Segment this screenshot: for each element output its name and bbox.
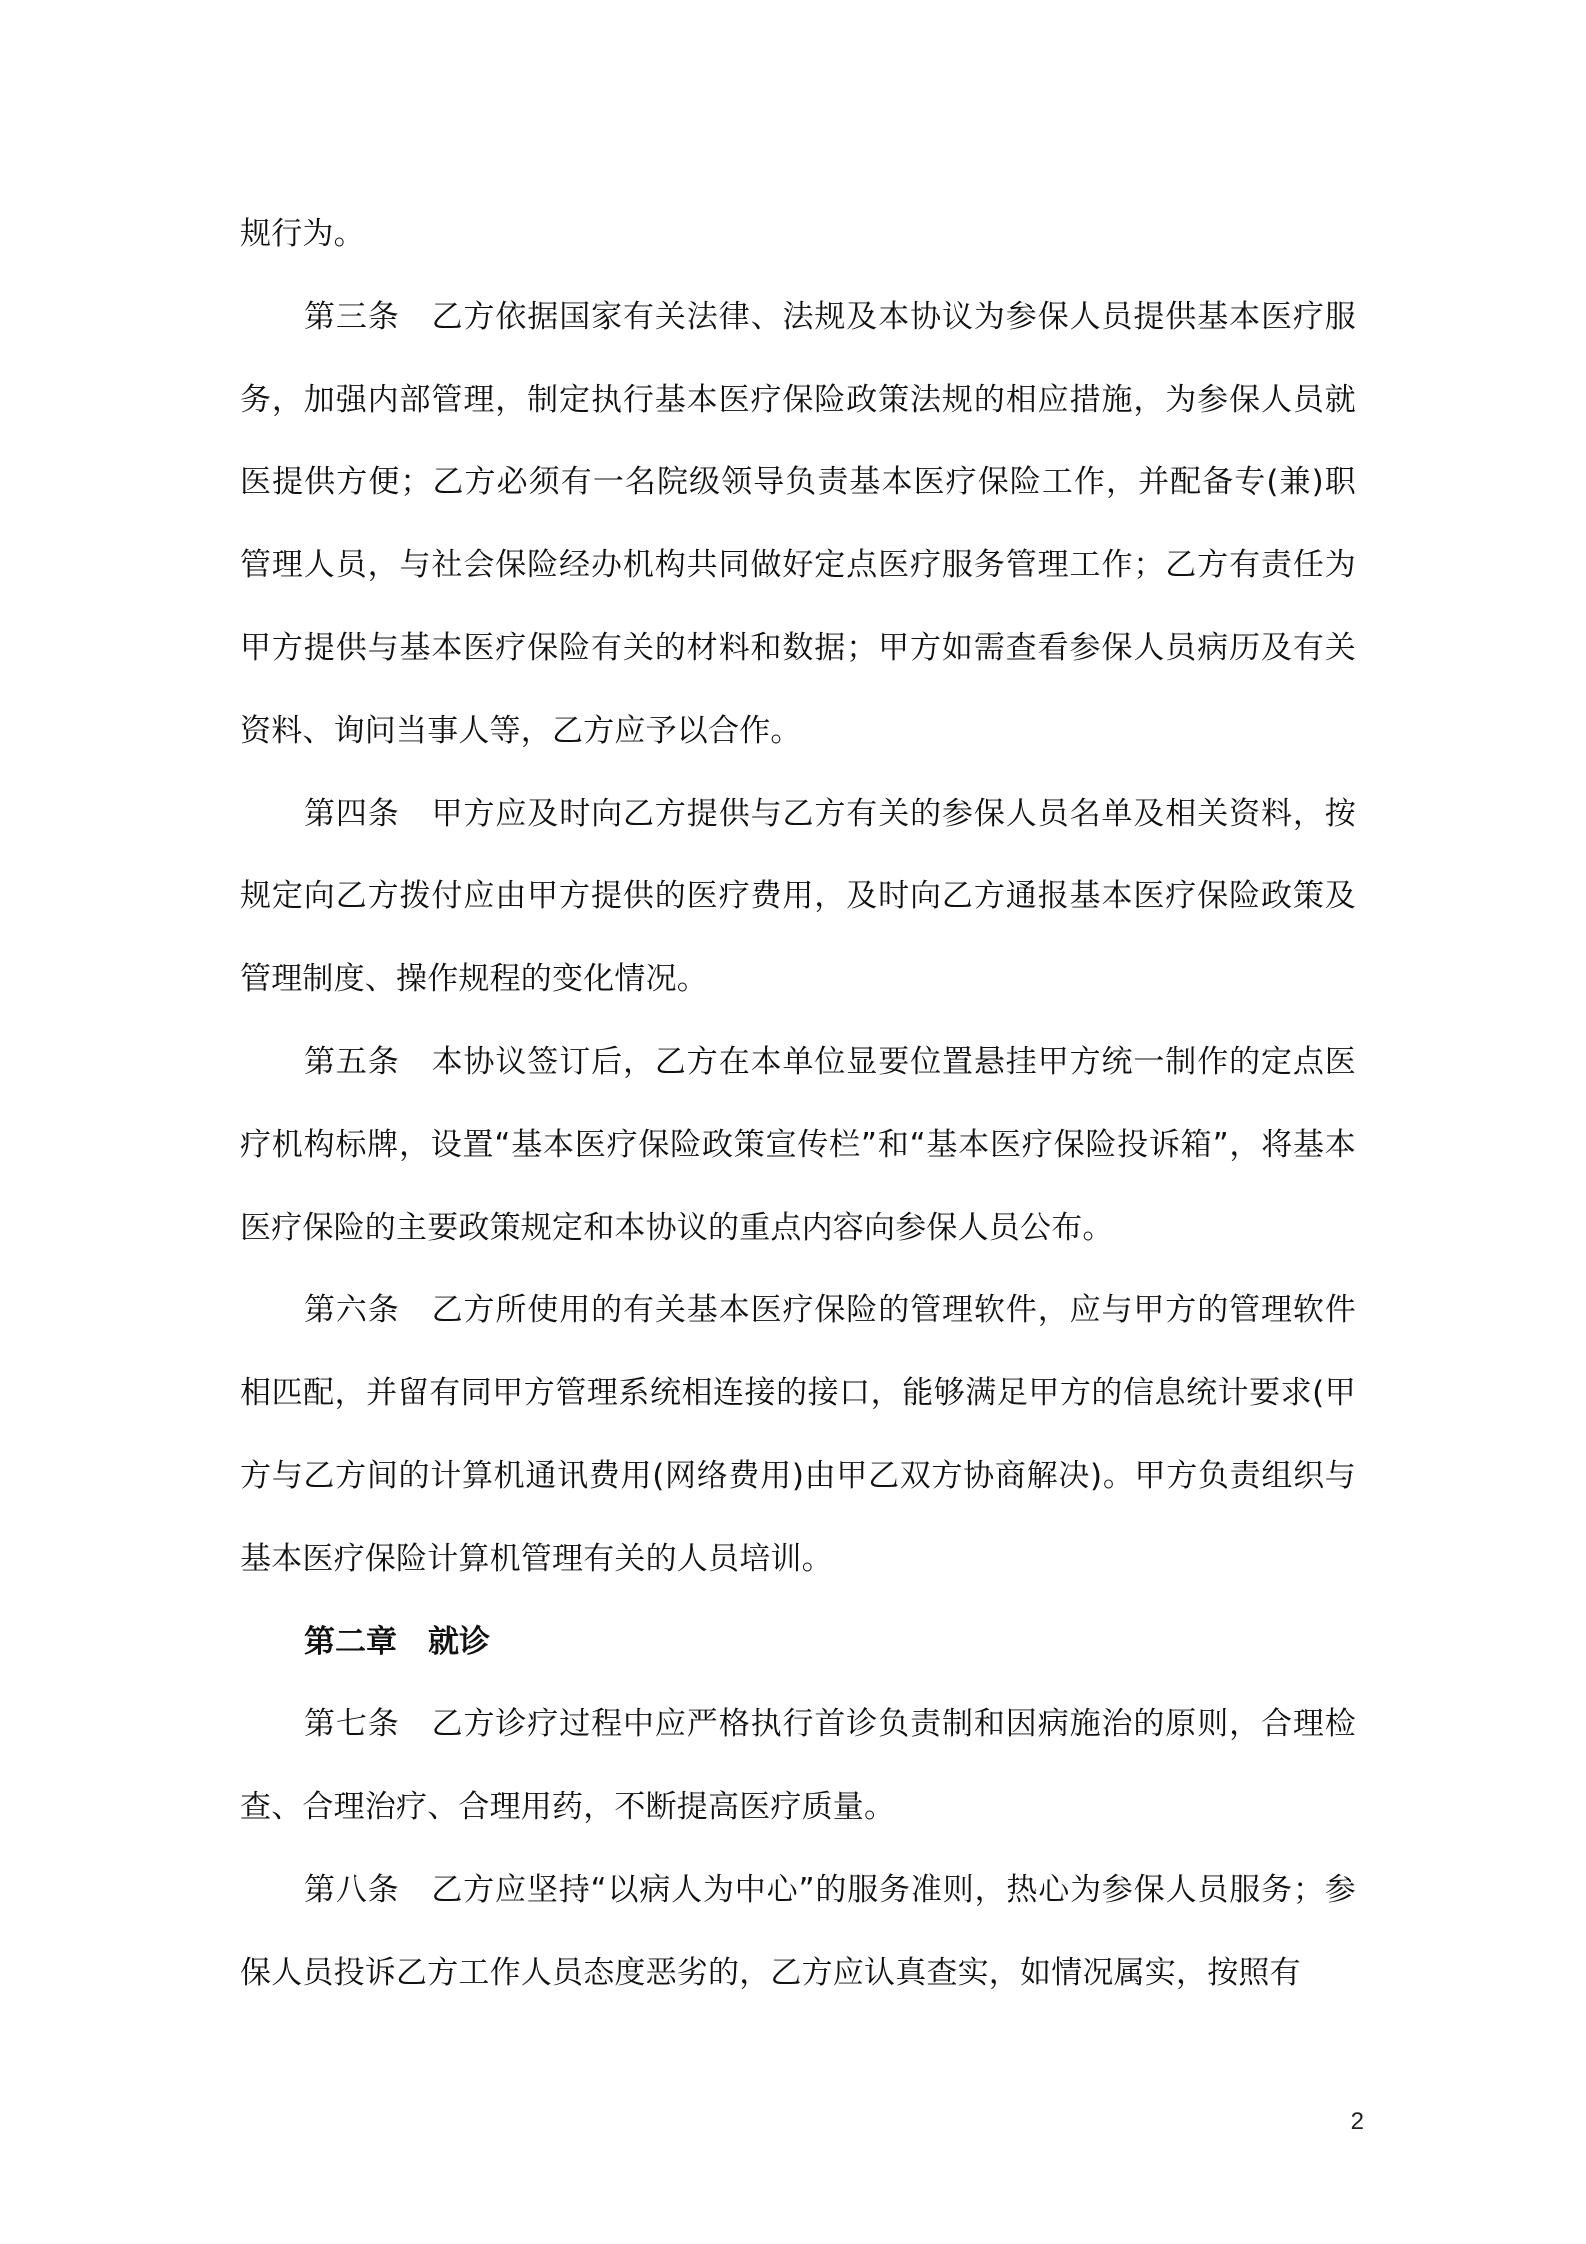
article-number: 第七条 [304,1706,432,1743]
chapter-number: 第二章 [304,1623,397,1660]
article-text: 甲方应及时向乙方提供与乙方有关的参保人员名单及相关资料，按规定向乙方拨付应由甲方提供的医疗费用，及时向乙方通报基本医疗保险政策及管理制度、操作规程的变化情况。 [240,795,1356,998]
article-7 [240,1683,1356,1849]
paragraph-continuation [240,193,1356,276]
article-number: 第八条 [304,1871,432,1908]
article-5 [240,1021,1356,1269]
article-text: 乙方诊疗过程中应严格执行首诊负责制和因病施治的原则，合理检查、合理治疗、合理用药，不断提高医疗质量。 [240,1706,1356,1826]
article-number: 第三条 [304,298,432,335]
article-8 [240,1849,1356,2015]
page-number: 2 [1350,2108,1364,2135]
article-number: 第四条 [304,795,432,832]
paragraph-text: 规行为。 [240,216,365,252]
article-4 [240,773,1356,1021]
article-number: 第六条 [304,1292,432,1329]
article-number: 第五条 [304,1043,432,1080]
chapter-heading [240,1601,1356,1684]
article-text: 本协议签订后，乙方在本单位显要位置悬挂甲方统一制作的定点医疗机构标牌，设置“基本医疗保险政策宣传栏”和“基本医疗保险投诉箱”，将基本医疗保险的主要政策规定和本协议的重点内容向参保人员公布。 [240,1043,1356,1246]
article-text: 乙方应坚持“以病人为中心”的服务准则，热心为参保人员服务；参保人员投诉乙方工作人员态度恶劣的，乙方应认真查实，如情况属实，按照有 [240,1871,1356,1991]
article-6 [240,1269,1356,1600]
article-3 [240,276,1356,773]
chapter-title: 就诊 [428,1623,490,1660]
article-text: 乙方所使用的有关基本医疗保险的管理软件，应与甲方的管理软件相匹配，并留有同甲方管理系统相连接的接口，能够满足甲方的信息统计要求(甲方与乙方间的计算机通讯费用(网络费用)由甲乙双方协商解决)。甲方负责组织与基本医疗保险计算机管理有关的人员培训。 [240,1292,1356,1577]
document-body [240,193,1356,2015]
article-text: 乙方依据国家有关法律、法规及本协议为参保人员提供基本医疗服务，加强内部管理，制定执行基本医疗保险政策法规的相应措施，为参保人员就医提供方便；乙方必须有一名院级领导负责基本医疗保险工作，并配备专(兼)职管理人员，与社会保险经办机构共同做好定点医疗服务管理工作；乙方有责任为甲方提供与基本医疗保险有关的材料和数据；甲方如需查看参保人员病历及有关资料、询问当事人等，乙方应予以合作。 [240,298,1356,749]
